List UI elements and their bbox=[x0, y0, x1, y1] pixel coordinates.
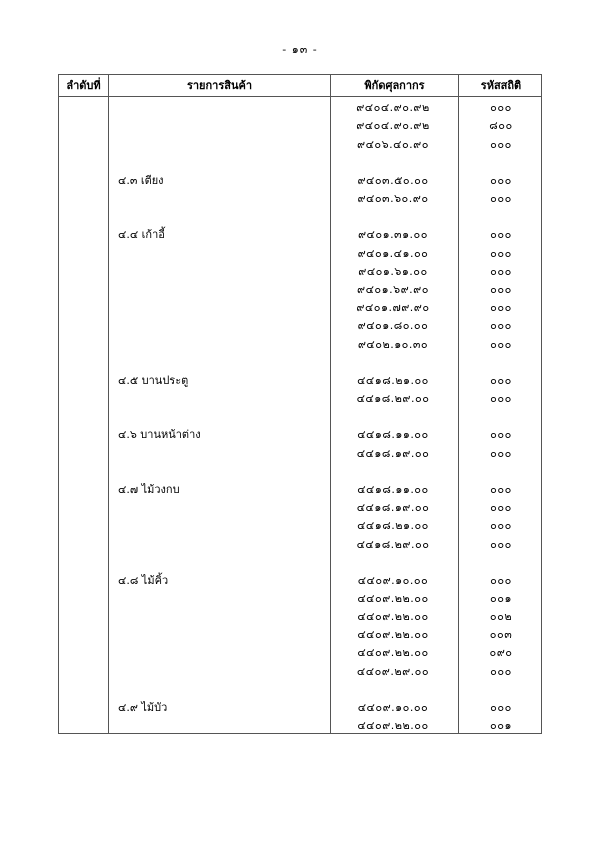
table-row bbox=[59, 245, 541, 263]
item-name: ๔.๕ บานประตู bbox=[118, 374, 189, 387]
table-row bbox=[59, 536, 541, 554]
tariff-code: ๔๔๑๘.๒๙.๐๐ bbox=[356, 538, 430, 551]
tariff-code: ๔๔๑๘.๒๙.๐๐ bbox=[356, 392, 430, 405]
header-stat: รหัสสถิติ bbox=[480, 79, 522, 92]
table-row bbox=[59, 317, 541, 335]
stat-code: ๐๐๐ bbox=[490, 247, 512, 260]
table-row bbox=[59, 699, 541, 717]
tariff-code: ๔๔๐๙.๒๒.๐๐ bbox=[357, 628, 429, 641]
stat-code: ๐๙๐ bbox=[489, 646, 513, 659]
tariff-code: ๔๔๑๘.๑๑.๐๐ bbox=[357, 428, 429, 441]
table-row bbox=[59, 644, 541, 662]
stat-code: ๐๐๐ bbox=[490, 574, 512, 587]
tariff-code: ๙๔๐๑.๗๙.๙๐ bbox=[356, 301, 430, 314]
tariff-code: ๙๔๐๑.๔๑.๐๐ bbox=[357, 247, 429, 260]
tariff-code: ๙๔๐๓.๕๐.๐๐ bbox=[357, 174, 429, 187]
tariff-code: ๔๔๐๙.๒๒.๐๐ bbox=[357, 646, 429, 659]
tariff-code: ๔๔๐๙.๒๙.๐๐ bbox=[356, 665, 430, 678]
table-row bbox=[59, 717, 541, 735]
stat-code: ๐๐๐ bbox=[490, 192, 512, 205]
tariff-code: ๔๔๐๙.๒๒.๐๐ bbox=[357, 592, 429, 605]
stat-code: ๐๐๐ bbox=[490, 283, 512, 296]
table-header bbox=[59, 75, 541, 97]
tariff-code: ๙๔๐๔.๙๐.๙๒ bbox=[356, 101, 430, 114]
tariff-code: ๔๔๐๙.๑๐.๐๐ bbox=[357, 574, 429, 587]
table-row bbox=[59, 572, 541, 590]
item-name: ๔.๖ บานหน้าต่าง bbox=[118, 428, 201, 441]
table-row bbox=[59, 336, 541, 354]
header-items: รายการสินค้า bbox=[186, 79, 253, 92]
item-name: ๔.๗ ไม้วงกบ bbox=[118, 483, 180, 496]
tariff-code: ๙๔๐๑.๖๙.๙๐ bbox=[357, 283, 429, 296]
stat-code: ๐๐๐ bbox=[490, 338, 512, 351]
tariff-code: ๔๔๐๙.๒๒.๐๐ bbox=[357, 610, 429, 623]
table-row bbox=[59, 281, 541, 299]
table-row bbox=[59, 190, 541, 208]
table-row bbox=[59, 445, 541, 463]
table-row bbox=[59, 626, 541, 644]
tariff-code: ๔๔๑๘.๑๙.๐๐ bbox=[356, 447, 430, 460]
tariff-code: ๙๔๐๑.๓๑.๐๐ bbox=[357, 228, 428, 241]
table-row bbox=[59, 499, 541, 517]
table-row bbox=[59, 172, 541, 190]
table-row bbox=[59, 481, 541, 499]
stat-code: ๐๐๐ bbox=[490, 428, 512, 441]
tariff-code: ๔๔๑๘.๒๑.๐๐ bbox=[357, 374, 429, 387]
stat-code: ๐๐๒ bbox=[489, 610, 513, 623]
stat-code: ๐๐๐ bbox=[490, 447, 512, 460]
stat-code: ๐๐๐ bbox=[490, 138, 512, 151]
item-name: ๔.๔ เก้าอี้ bbox=[118, 228, 165, 241]
table-row bbox=[59, 99, 541, 117]
stat-code: ๐๐๐ bbox=[490, 319, 512, 332]
stat-code: ๐๐๑ bbox=[490, 719, 512, 732]
stat-code: ๐๐๐ bbox=[490, 392, 512, 405]
stat-code: ๐๐๐ bbox=[490, 374, 512, 387]
item-name: ๔.๙ ไม้บัว bbox=[118, 701, 168, 714]
tariff-table bbox=[58, 74, 542, 734]
stat-code: ๐๐๐ bbox=[490, 265, 512, 278]
stat-code: ๐๐๐ bbox=[490, 483, 512, 496]
tariff-code: ๙๔๐๓.๖๐.๙๐ bbox=[357, 192, 429, 205]
page-number: - ๑๓ - bbox=[282, 43, 318, 56]
stat-code: ๐๐๐ bbox=[490, 101, 512, 114]
table-row bbox=[59, 136, 541, 154]
table-row bbox=[59, 663, 541, 681]
stat-code: ๐๐๐ bbox=[490, 665, 512, 678]
table-row bbox=[59, 226, 541, 244]
table-row bbox=[59, 263, 541, 281]
table-row bbox=[59, 299, 541, 317]
stat-code: ๐๐๑ bbox=[490, 592, 512, 605]
stat-code: ๐๐๐ bbox=[490, 519, 512, 532]
stat-code: ๐๐๐ bbox=[490, 701, 512, 714]
item-name: ๔.๘ ไม้คิ้ว bbox=[118, 574, 169, 587]
header-tariff: พิกัดศุลกากร bbox=[364, 79, 425, 92]
stat-code: ๐๐๓ bbox=[489, 628, 513, 641]
table-row bbox=[59, 608, 541, 626]
tariff-code: ๔๔๐๙.๑๐.๐๐ bbox=[357, 701, 429, 714]
header-order: ลำดับที่ bbox=[66, 79, 101, 92]
stat-code: ๐๐๐ bbox=[490, 174, 512, 187]
stat-code: ๐๐๐ bbox=[490, 501, 512, 514]
tariff-code: ๙๔๐๔.๙๐.๙๒ bbox=[356, 119, 430, 132]
table-row bbox=[59, 517, 541, 535]
stat-code: ๐๐๐ bbox=[490, 228, 512, 241]
tariff-code: ๔๔๑๘.๒๑.๐๐ bbox=[357, 519, 429, 532]
stat-code: ๘๐๐ bbox=[489, 119, 513, 132]
table-row bbox=[59, 590, 541, 608]
table-row bbox=[59, 117, 541, 135]
tariff-code: ๔๔๑๘.๑๑.๐๐ bbox=[357, 483, 429, 496]
tariff-code: ๙๔๐๑.๖๑.๐๐ bbox=[358, 265, 428, 278]
tariff-code: ๔๔๑๘.๑๙.๐๐ bbox=[356, 501, 430, 514]
stat-code: ๐๐๐ bbox=[490, 538, 512, 551]
table-row bbox=[59, 390, 541, 408]
tariff-code: ๔๔๐๙.๒๒.๐๐ bbox=[357, 719, 429, 732]
stat-code: ๐๐๐ bbox=[490, 301, 512, 314]
tariff-code: ๙๔๐๒.๑๐.๓๐ bbox=[357, 338, 429, 351]
table-row bbox=[59, 426, 541, 444]
tariff-code: ๙๔๐๖.๔๐.๙๐ bbox=[357, 138, 429, 151]
item-name: ๔.๓ เตียง bbox=[118, 174, 164, 187]
table-row bbox=[59, 372, 541, 390]
tariff-code: ๙๔๐๑.๘๐.๐๐ bbox=[357, 319, 429, 332]
